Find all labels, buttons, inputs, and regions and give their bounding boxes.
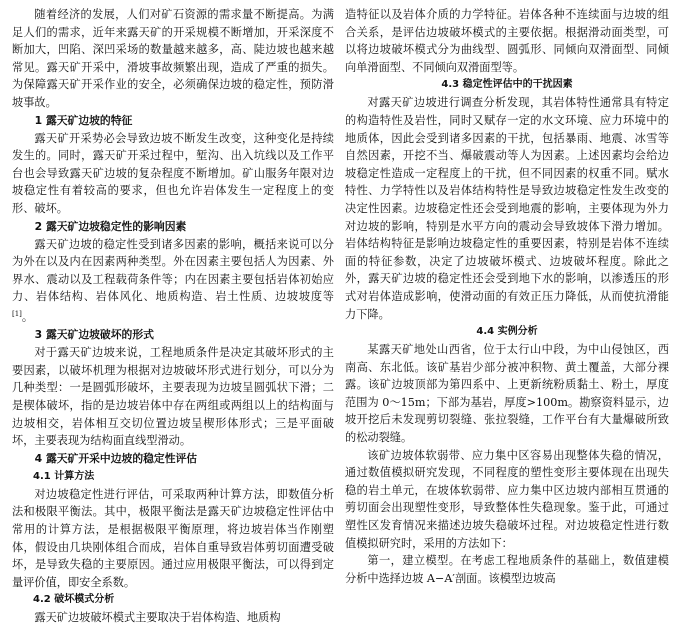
section-4-1-heading: 4.1 计算方法 xyxy=(33,470,95,482)
section-4-3-paragraph: 对露天矿边坡进行调查分析发现，其岩体特性通常具有特定的构造特性及岩性，同时又赋存一定的水文环境、应力环境中的地质体，因此会受到诸多因素的干扰，包括暴雨、地震、冰雪等自然因素，开挖不当、爆破震动等人为因素。上述因素均会给边坡稳定性造成一定程度上的干扰，但不同因素的权重不同。赋水特性、力学特性以及岩体结构特性是导致边坡稳定性发生改变的决定性因素。边坡稳定性还会受到地震的影响，主要体现为外力对边坡的影响，特别是水平方向的震动会导致坡体下滑力增加。岩体结构特征是影响边坡稳定性的重要因素，特别是岩体不连续面的特征参数，决定了边坡破坏模式、边坡破坏程度。除此之外，露天矿边坡的稳定性还会受到地下水的影响，以渗透压的形式对岩体造成影响，使滑动面的有效正压力降低，从而使抗滑能力下降。 xyxy=(345,96,669,321)
section-2-end: 。 xyxy=(21,310,34,324)
right-column xyxy=(345,6,669,587)
section-4-4-heading: 4.4 实例分析 xyxy=(476,326,538,338)
section-2-paragraph xyxy=(12,236,334,327)
section-1-heading: 1 露天矿边坡的特征 xyxy=(34,113,133,127)
section-4-4-paragraph-3: 第一，建立模型。在考虑工程地质条件的基础上，数值建模分析中选择边坡 A−A′剖面。该模型边坡高 xyxy=(345,554,669,585)
section-4-2-heading: 4.2 破坏模式分析 xyxy=(33,594,115,606)
citation-ref: [1] xyxy=(12,309,22,318)
section-2-text: 露天矿边坡的稳定性受到诸多因素的影响，概括来说可以分为外在以及内在因素两种类型。外在因素主要包括人为因素、外界水、震动以及工程载荷条件等；内在因素主要包括岩体初始应力、岩体结构、岩体风化、地质构造、岩土性质、边坡坡度等 xyxy=(12,237,334,304)
intro-paragraph: 随着经济的发展，人们对矿石资源的需求量不断提高。为满足人们的需求，近年来露天矿的开采规模不断增加，开采深度不断加大，凹陷、深凹采场的数量越来越多，高、陡边坡也越来越常见。露天矿开采中，滑坡事故频繁出现，造成了严重的损失。为保障露天矿开采作业的安全，必须确保边坡的稳定性，预防滑坡事故。 xyxy=(12,8,334,109)
section-1-paragraph: 露天矿开采势必会导致边坡不断发生改变，这种变化是持续发生的。同时，露天矿开采过程中，堑沟、出入坑线以及工作平台也会导致露天矿边坡的复杂程度不断增加。矿山服务年限对边坡稳定性有着较高的要求，但也允许岩体发生一定程度上的变形、破坏。 xyxy=(12,131,334,215)
section-4-1-paragraph: 对边坡稳定性进行评估，可采取两种计算方法，即数值分析法和极限平衡法。其中，极限平衡法是露天矿边坡稳定性评估中常用的计算方法，是根据极限平衡原理，将边坡岩体当作刚塑体，假设由几块刚体组合而成，岩体自重导致岩体剪切面遭受破坏，是导致失稳的主要原因。通过应用极限平衡法，可以得到定量评价值，即安全系数。 xyxy=(12,487,334,589)
left-column xyxy=(12,6,334,627)
section-4-3-heading: 4.3 稳定性评估中的干扰因素 xyxy=(441,79,573,91)
section-4-4-paragraph-2: 该矿边坡体软弱带、应力集中区容易出现整体失稳的情况，通过数值模拟研究发现，不同程度的塑性变形主要体现在出现失稳的岩土单元，在坡体软弱带、应力集中区边坡内部相互贯通的剪切面会出现塑性变形，导致整体性失稳现象。鉴于此，可通过塑性区发育情况来描述边坡失稳破坏过程。对边坡稳定性进行数值模拟研究时，采用的方法如下： xyxy=(345,448,669,550)
section-3-paragraph: 对于露天矿边坡来说，工程地质条件是决定其破坏形式的主要因素，以破坏机理为根据对边坡破坏形式进行划分，可以分为几种类型：一是圆弧形破坏，主要表现为边坡呈圆弧状下滑；二是楔体破坏，指的是边坡岩体中存在两组或两组以上的结构面与边坡相交，岩体相互交切位置边坡呈楔形体形式；三是平面破坏，主要表现为结构面直线型滑动。 xyxy=(12,346,334,448)
section-4-4-paragraph-1: 某露天矿地处山西省，位于太行山中段，为中山侵蚀区，西南高、东北低。该矿基岩少部分被冲积物、黄土覆盖，大部分裸露。该矿边坡顶部为第四系中、上更新统粉质黏土、粉土，厚度范围为 0～15m；下部为基岩，厚度>100m。勘察资料显示，边坡开挖后未发现剪切裂缝、张拉裂缝，工作平台有大量爆破所致的松动裂缝。 xyxy=(345,343,669,445)
section-3-heading: 3 露天矿边坡破坏的形式 xyxy=(34,328,154,342)
section-2-heading: 2 露天矿边坡稳定性的影响因素 xyxy=(34,219,187,233)
section-4-2-paragraph: 露天矿边坡破坏模式主要取决于岩体构造、地质构 xyxy=(34,611,281,625)
section-4-heading: 4 露天矿开采中边坡的稳定性评估 xyxy=(34,451,198,465)
section-4-2-continued: 造特征以及岩体介质的力学特征。岩体各种不连续面与边坡的组合关系，是评估边坡破坏模式的主要依据。根据滑动面类型，可以将边坡破坏模式分为曲线型、圆弧形、同倾向双滑面型、同倾向单滑面型、不同倾向双滑面型等。 xyxy=(345,8,669,74)
